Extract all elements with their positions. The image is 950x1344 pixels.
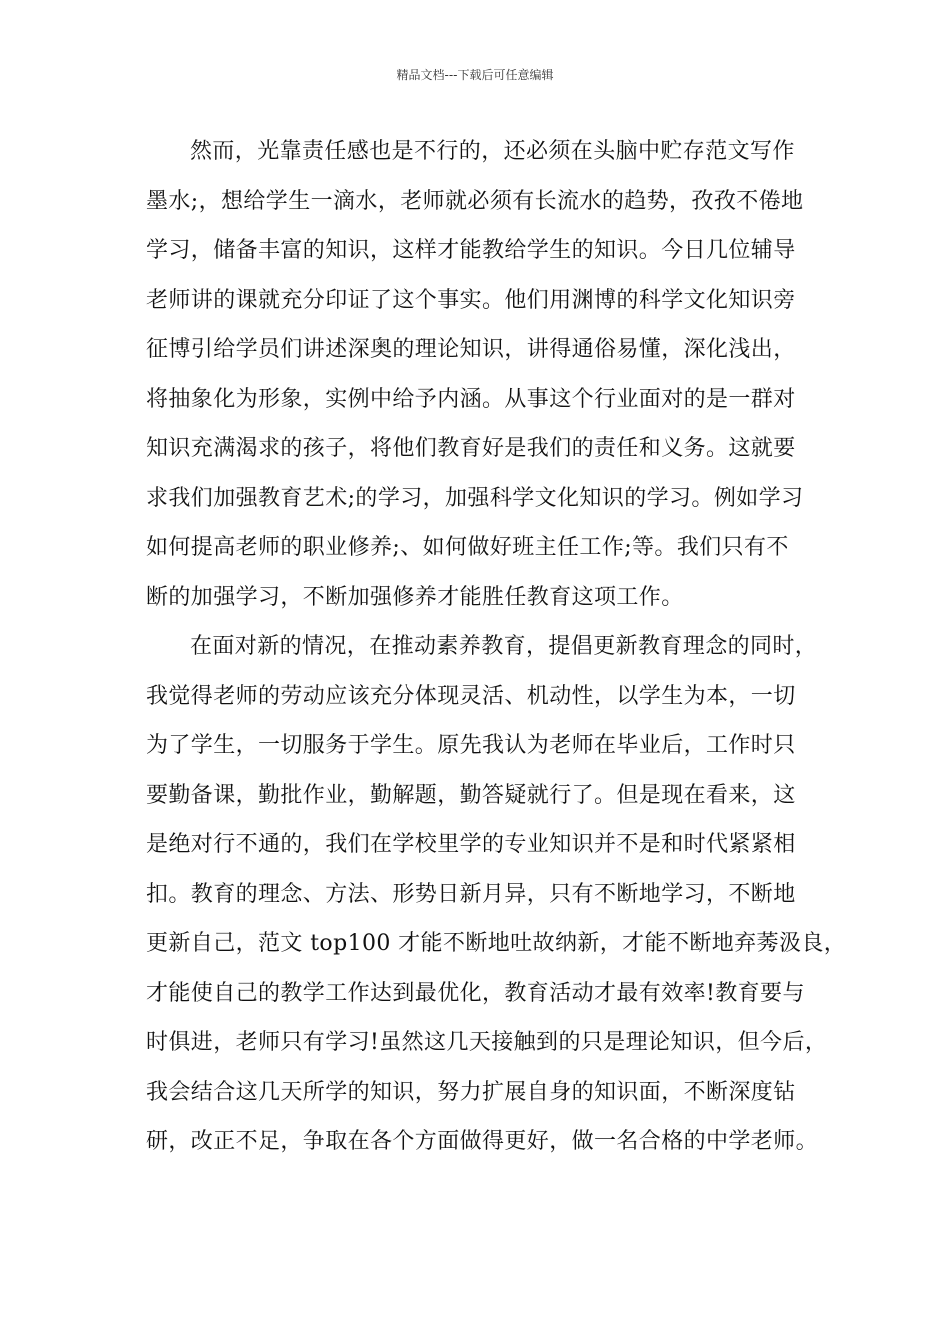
text-line: 我觉得老师的劳动应该充分体现灵活、机动性，以学生为本，一切 xyxy=(146,683,796,709)
text-line: 学习，储备丰富的知识，这样才能教给学生的知识。今日几位辅导 xyxy=(146,238,796,263)
paragraph-1 xyxy=(146,127,826,622)
text-line: 要勤备课，勤批作业，勤解题，勤答疑就行了。但是现在看来，这 xyxy=(146,782,796,808)
document-body xyxy=(146,127,847,1167)
text-line: 将抽象化为形象，实例中给予内涵。从事这个行业面对的是一群对 xyxy=(146,386,796,412)
text-line: 然而，光靠责任感也是不行的，还必须在头脑中贮存范文写作 xyxy=(190,139,795,164)
text-line: 才能使自己的教学工作达到最优化，教育活动才最有效率!教育要与 xyxy=(146,980,805,1006)
text-line: 更新自己，范文 top100 才能不断地吐故纳新，才能不断地弃莠汲良， xyxy=(146,931,847,956)
text-line: 征博引给学员们讲述深奥的理论知识，讲得通俗易懂，深化浅出， xyxy=(146,337,796,362)
text-line: 时俱进，老师只有学习!虽然这几天接触到的只是理论知识，但今后， xyxy=(146,1030,828,1055)
text-line: 如何提高老师的职业修养;、如何做好班主任工作;等。我们只有不 xyxy=(146,535,789,560)
text-line: 扣。教育的理念、方法、形势日新月异，只有不断地学习，不断地 xyxy=(146,881,796,907)
text-line: 为了学生，一切服务于学生。原先我认为老师在毕业后，工作时只 xyxy=(146,733,796,758)
text-line: 墨水;，想给学生一滴水，老师就必须有长流水的趋势，孜孜不倦地 xyxy=(146,188,804,214)
text-line: 我会结合这几天所学的知识，努力扩展自身的知识面，不断深度钻 xyxy=(146,1079,796,1105)
text-line: 老师讲的课就充分印证了这个事实。他们用渊博的科学文化知识旁 xyxy=(146,287,796,313)
text-line: 求我们加强教育艺术;的学习，加强科学文化知识的学习。例如学习 xyxy=(146,485,804,511)
paragraph-2 xyxy=(146,622,847,1167)
text-line: 断的加强学习，不断加强修养才能胜任教育这项工作。 xyxy=(146,584,684,610)
text-line: 是绝对行不通的，我们在学校里学的专业知识并不是和时代紧紧相 xyxy=(146,832,796,857)
text-line: 研，改正不足，争取在各个方面做得更好，做一名合格的中学老师。 xyxy=(146,1129,819,1154)
text-line: 在面对新的情况，在推动素养教育，提倡更新教育理念的同时， xyxy=(190,634,818,659)
page-header: 精品文档---下载后可任意编辑 xyxy=(396,68,554,82)
text-line: 知识充满渴求的孩子，将他们教育好是我们的责任和义务。这就要 xyxy=(146,436,796,461)
